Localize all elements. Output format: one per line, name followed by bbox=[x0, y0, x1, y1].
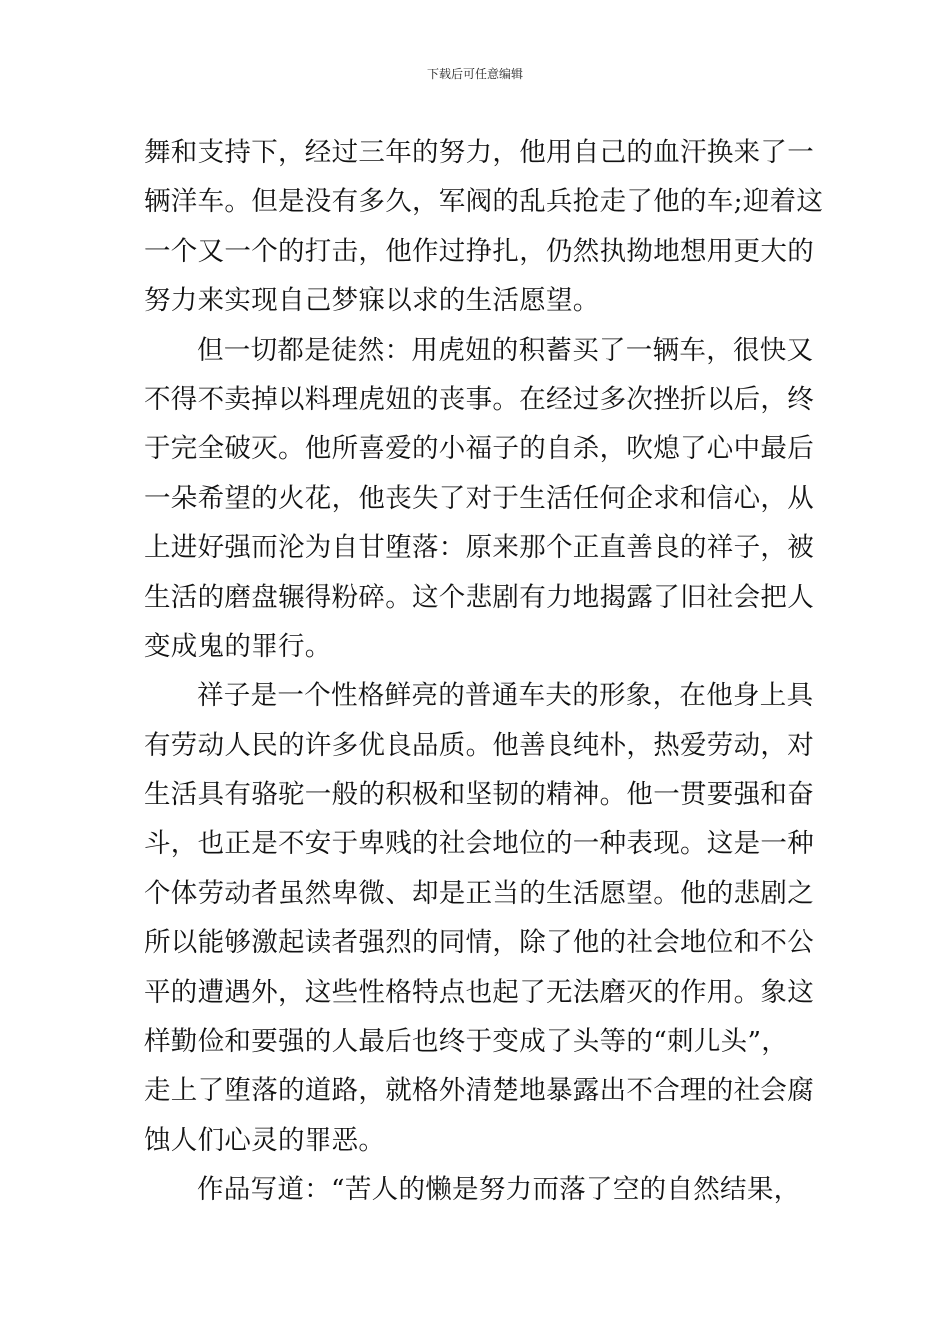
page-header: 下载后可任意编辑 bbox=[426, 67, 523, 81]
text-line: 一个又一个的打击，他作过挣扎，仍然执拗地想用更大的 bbox=[144, 235, 814, 267]
text-line: 生活的磨盘辗得粉碎。这个悲剧有力地揭露了旧社会把人 bbox=[144, 581, 814, 613]
paragraph-3 bbox=[144, 671, 816, 1165]
text-line: 所以能够激起读者强烈的同情，除了他的社会地位和不公 bbox=[144, 927, 814, 959]
text-line: 斗，也正是不安于卑贱的社会地位的一种表现。这是一种 bbox=[144, 828, 814, 860]
paragraph-4 bbox=[144, 1165, 816, 1214]
text-line: 生活具有骆驼一般的积极和坚韧的精神。他一贯要强和奋 bbox=[144, 779, 814, 811]
text-line: 舞和支持下，经过三年的努力，他用自己的血汗换来了一 bbox=[144, 137, 814, 168]
document-body bbox=[144, 128, 824, 1215]
text-line: 变成鬼的罪行。 bbox=[144, 630, 332, 662]
text-line: 作品写道：“苦人的懒是努力而落了空的自然结果， bbox=[197, 1174, 801, 1206]
paragraph-1 bbox=[144, 128, 824, 326]
text-line: 不得不卖掉以料理虎妞的丧事。在经过多次挫折以后，终 bbox=[144, 383, 814, 415]
text-line: 走上了堕落的道路，就格外清楚地暴露出不合理的社会腐 bbox=[144, 1075, 814, 1107]
text-line: 个体劳动者虽然卑微、却是正当的生活愿望。他的悲剧之 bbox=[144, 877, 814, 909]
paragraph-2 bbox=[144, 326, 816, 672]
text-line: 样勤俭和要强的人最后也终于变成了头等的“刺儿头”， bbox=[144, 1026, 789, 1058]
text-line: 祥子是一个性格鲜亮的普通车夫的形象，在他身上具 bbox=[197, 680, 814, 712]
text-line: 平的遭遇外，这些性格特点也起了无法磨灭的作用。象这 bbox=[144, 976, 814, 1008]
text-line: 有劳动人民的许多优良品质。他善良纯朴，热爱劳动，对 bbox=[144, 729, 814, 761]
text-line: 但一切都是徒然：用虎妞的积蓄买了一辆车，很快又 bbox=[197, 334, 814, 366]
text-line: 辆洋车。但是没有多久，军阀的乱兵抢走了他的车;迎着这 bbox=[144, 186, 824, 218]
text-line: 上进好强而沦为自甘堕落：原来那个正直善良的祥子，被 bbox=[144, 532, 814, 564]
text-line: 蚀人们心灵的罪恶。 bbox=[144, 1124, 386, 1156]
text-line: 一朵希望的火花，他丧失了对于生活任何企求和信心，从 bbox=[144, 482, 814, 514]
text-line: 努力来实现自己梦寐以求的生活愿望。 bbox=[144, 285, 600, 317]
text-line: 于完全破灭。他所喜爱的小福子的自杀，吹熄了心中最后 bbox=[144, 433, 814, 465]
